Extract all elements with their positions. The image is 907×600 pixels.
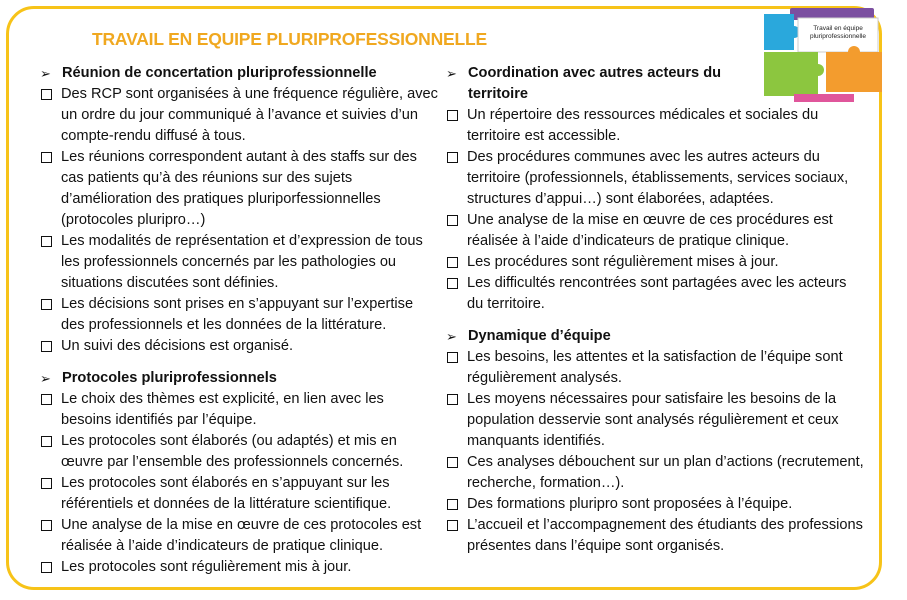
checkbox[interactable] [447,394,458,405]
checkbox[interactable] [447,110,458,121]
section-coordination [446,63,866,315]
checkbox[interactable] [447,457,458,468]
checklist-item [446,210,866,252]
checklist-item-text: Les procédures sont régulièrement mises à jour. [467,254,779,270]
section-heading-text: Dynamique d’équipe [468,328,611,344]
arrow-bullet-icon: ➢ [40,371,51,386]
checklist-item-text: Les réunions correspondent autant à des staffs sur des cas patients qu’à des réunions sur des sujets d’amélioration des pratiques pluriporfessionnelles (protocoles pluripro…) [61,149,417,228]
checkbox[interactable] [41,478,52,489]
left-column [40,63,438,589]
checklist-item [446,105,866,147]
checkbox[interactable] [41,341,52,352]
checklist-item-text: Les besoins, les attentes et la satisfaction de l’équipe sont régulièrement analysés. [467,349,843,386]
section-heading [40,63,438,84]
checklist-item [446,515,866,557]
checklist-item-text: L’accueil et l’accompagnement des étudiants des professions présentes dans l’équipe sont organisés. [467,517,863,554]
checklist-item [446,347,866,389]
checklist-item [40,515,438,557]
checklist-item-text: Des RCP sont organisées à une fréquence régulière, avec un ordre du jour communiqué à l’avance et suivies d’un compte-rendu diffusé à tous. [61,86,438,144]
checklist-item [446,389,866,452]
checklist-item-text: Les protocoles sont régulièrement mis à jour. [61,559,352,575]
puzzle-label-line2: pluriprofessionnelle [809,33,867,40]
checkbox[interactable] [447,520,458,531]
checkbox[interactable] [447,152,458,163]
section-rcp [40,63,438,357]
section-heading-text: Coordination avec autres acteurs du territoire [468,65,722,102]
checklist-item [40,557,438,578]
arrow-bullet-icon: ➢ [446,329,457,344]
checklist-item-text: Un répertoire des ressources médicales et sociales du territoire est accessible. [467,107,819,144]
checkbox[interactable] [447,257,458,268]
arrow-bullet-icon: ➢ [40,66,51,81]
checklist-item [40,431,438,473]
checkbox[interactable] [41,236,52,247]
checkbox[interactable] [447,215,458,226]
checkbox[interactable] [41,436,52,447]
checkbox[interactable] [447,499,458,510]
checkbox[interactable] [41,152,52,163]
checklist-item [446,452,866,494]
checklist-item-text: Des formations pluripro sont proposées à l’équipe. [467,496,793,512]
checkbox[interactable] [41,562,52,573]
checklist-item-text: Ces analyses débouchent sur un plan d’actions (recrutement, recherche, formation…). [467,454,864,491]
checklist-item [40,84,438,147]
section-heading [446,63,866,105]
checkbox[interactable] [447,278,458,289]
section-dynamique [446,326,866,557]
checkbox[interactable] [41,89,52,100]
checklist-item-text: Une analyse de la mise en œuvre de ces procédures est réalisée à l’aide d’indicateurs de pratique clinique. [467,212,833,249]
checklist-item [446,273,866,315]
section-heading-text: Protocoles pluriprofessionnels [62,370,277,386]
checklist-item [40,294,438,336]
checklist-item [40,473,438,515]
checklist-item [40,389,438,431]
section-heading [40,368,438,389]
section-protocoles [40,368,438,578]
checklist-item-text: Le choix des thèmes est explicité, en lien avec les besoins identifiés par l’équipe. [61,391,384,428]
checklist-item [40,336,438,357]
checklist-item-text: Les décisions sont prises en s’appuyant sur l’expertise des professionnels et les données de la littérature. [61,296,414,333]
puzzle-label-line1: Travail en équipe [813,25,863,32]
checklist-item-text: Un suivi des décisions est organisé. [61,338,293,354]
checkbox[interactable] [41,394,52,405]
checkbox[interactable] [41,520,52,531]
right-column [446,63,866,568]
checklist-item-text: Les difficultés rencontrées sont partagées avec les acteurs du territoire. [467,275,847,312]
checklist-item [446,494,866,515]
checklist-item-text: Les protocoles sont élaborés en s’appuyant sur les référentiels et données de la littérature scientifique. [61,475,392,512]
checkbox[interactable] [41,299,52,310]
checklist-item-text: Les modalités de représentation et d’expression de tous les professionnels concernés par les pathologies ou situations discutées sont définies. [61,233,423,291]
checklist-item-text: Les protocoles sont élaborés (ou adaptés) et mis en œuvre par l’ensemble des professionnels concernés. [61,433,404,470]
checklist-item [40,231,438,294]
section-heading-text: Réunion de concertation pluriprofessionnelle [62,65,377,81]
page-title: TRAVAIL EN EQUIPE PLURIPROFESSIONNELLE [92,29,487,49]
checklist-item-text: Une analyse de la mise en œuvre de ces protocoles est réalisée à l’aide d’indicateurs de pratique clinique. [61,517,422,554]
checklist-item [446,147,866,210]
checklist-item [446,252,866,273]
checklist-item [40,147,438,231]
section-heading [446,326,866,347]
checklist-item-text: Les moyens nécessaires pour satisfaire les besoins de la population desservie sont analysés régulièrement et ceux manquants identifiés. [467,391,839,449]
checkbox[interactable] [447,352,458,363]
puzzle-knob-orange [848,46,860,58]
checklist-item-text: Des procédures communes avec les autres acteurs du territoire (professionnels, établissements, services sociaux, structures d’appui…) sont élaborées, adaptées. [467,149,849,207]
arrow-bullet-icon: ➢ [446,66,457,81]
